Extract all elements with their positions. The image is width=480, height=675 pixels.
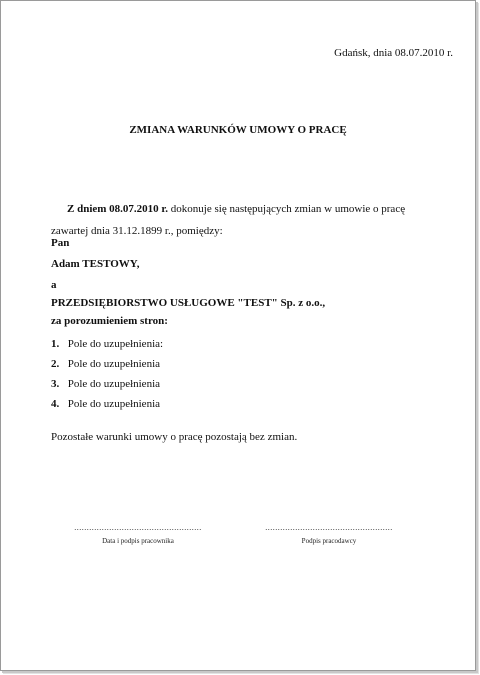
intro-line-2: zawartej dnia 31.12.1899 r., pomiędzy: (51, 225, 223, 237)
conjunction: a (51, 279, 57, 291)
list-item: 3. Pole do uzupełnienia (51, 378, 161, 390)
closing-sentence: Pozostałe warunki umowy o pracę pozostają bez zmian. (51, 431, 298, 443)
intro-paragraph (51, 198, 441, 242)
intro-text: dokonuje się następujących zmian w umowie o pracę (168, 203, 406, 215)
employer-signature-caption: Podpis pracodawcy (301, 537, 357, 545)
effective-date: Z dniem 08.07.2010 r. (67, 203, 169, 215)
signature-line: ................................................... (265, 523, 393, 532)
employee-signature-caption: Data i podpis pracownika (102, 537, 174, 545)
signature-line: ................................................... (74, 523, 202, 532)
changes-list (51, 334, 163, 414)
employee-name: Adam TESTOWY, (51, 258, 140, 270)
agreement-line: za porozumieniem stron: (51, 315, 168, 327)
party-title: Pan (51, 237, 70, 249)
list-item: 4. Pole do uzupełnienia (51, 398, 161, 410)
list-item: 2. Pole do uzupełnienia (51, 358, 161, 370)
employer-name: PRZEDSIĘBIORSTWO USŁUGOWE "TEST" Sp. z o.o., (51, 297, 326, 309)
employer-signature (259, 523, 399, 545)
document-title: ZMIANA WARUNKÓW UMOWY O PRACĘ (129, 124, 347, 136)
list-item: 1. Pole do uzupełnienia: (51, 338, 164, 350)
employee-signature (68, 523, 208, 545)
date-line: Gdańsk, dnia 08.07.2010 r. (334, 47, 453, 59)
